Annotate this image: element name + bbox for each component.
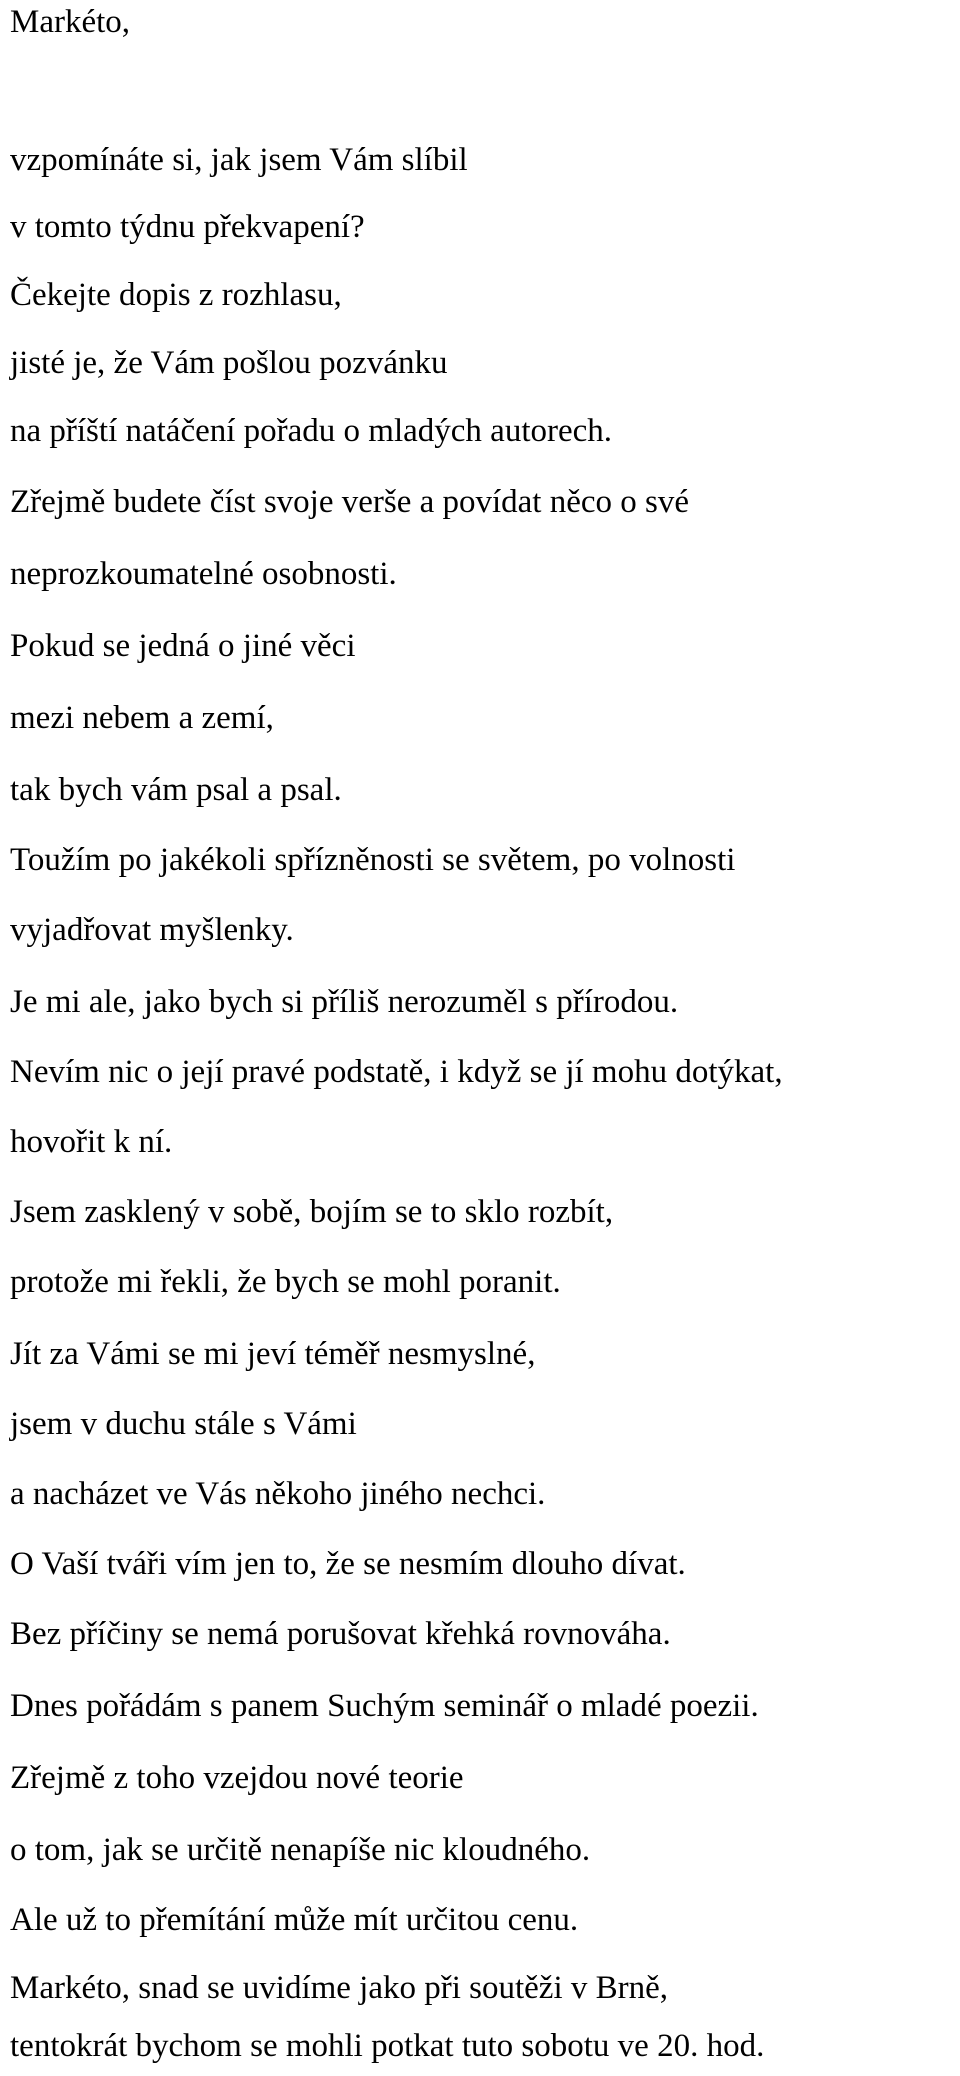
letter-line: na příští natáčení pořadu o mladých autorech. (10, 413, 613, 449)
letter-line: tentokrát bychom se mohli potkat tuto sobotu ve 20. hod. (10, 2028, 765, 2064)
letter-line: protože mi řekli, že bych se mohl poranit. (10, 1264, 561, 1300)
letter-line: Zřejmě budete číst svoje verše a povídat něco o své (10, 484, 690, 520)
letter-line: Nevím nic o její pravé podstatě, i když se jí mohu dotýkat, (10, 1054, 783, 1090)
letter-line: neprozkoumatelné osobnosti. (10, 556, 397, 592)
letter-line: Zřejmě z toho vzejdou nové teorie (10, 1760, 464, 1796)
letter-line: vzpomínáte si, jak jsem Vám slíbil (10, 142, 468, 178)
letter-line: Ale už to přemítání může mít určitou cenu. (10, 1902, 579, 1938)
letter-line: Pokud se jedná o jiné věci (10, 628, 356, 664)
letter-line: Je mi ale, jako bych si příliš nerozuměl s přírodou. (10, 984, 679, 1020)
letter-line: Markéto, snad se uvidíme jako při soutěži v Brně, (10, 1970, 669, 2006)
letter-line: O Vaší tváři vím jen to, že se nesmím dlouho dívat. (10, 1546, 686, 1582)
letter-line: Dnes pořádám s panem Suchým seminář o mladé poezii. (10, 1688, 759, 1724)
letter-line: a nacházet ve Vás někoho jiného nechci. (10, 1476, 546, 1512)
letter-line: v tomto týdnu překvapení? (10, 209, 365, 245)
letter-line: Jít za Vámi se mi jeví téměř nesmyslné, (10, 1336, 536, 1372)
letter-line: jisté je, že Vám pošlou pozvánku (10, 345, 448, 381)
letter-line: Čekejte dopis z rozhlasu, (10, 277, 342, 313)
letter-line: mezi nebem a zemí, (10, 700, 274, 736)
letter-line: jsem v duchu stále s Vámi (10, 1406, 357, 1442)
letter-line: tak bych vám psal a psal. (10, 772, 342, 808)
letter-line: Jsem zasklený v sobě, bojím se to sklo rozbít, (10, 1194, 614, 1230)
letter-line: vyjadřovat myšlenky. (10, 912, 294, 948)
letter-line: hovořit k ní. (10, 1124, 173, 1160)
letter-line: o tom, jak se určitě nenapíše nic kloudného. (10, 1832, 591, 1868)
letter-line: Toužím po jakékoli spřízněnosti se světem, po volnosti (10, 842, 736, 878)
letter-line: Bez příčiny se nemá porušovat křehká rovnováha. (10, 1616, 671, 1652)
salutation: Markéto, (10, 4, 131, 40)
